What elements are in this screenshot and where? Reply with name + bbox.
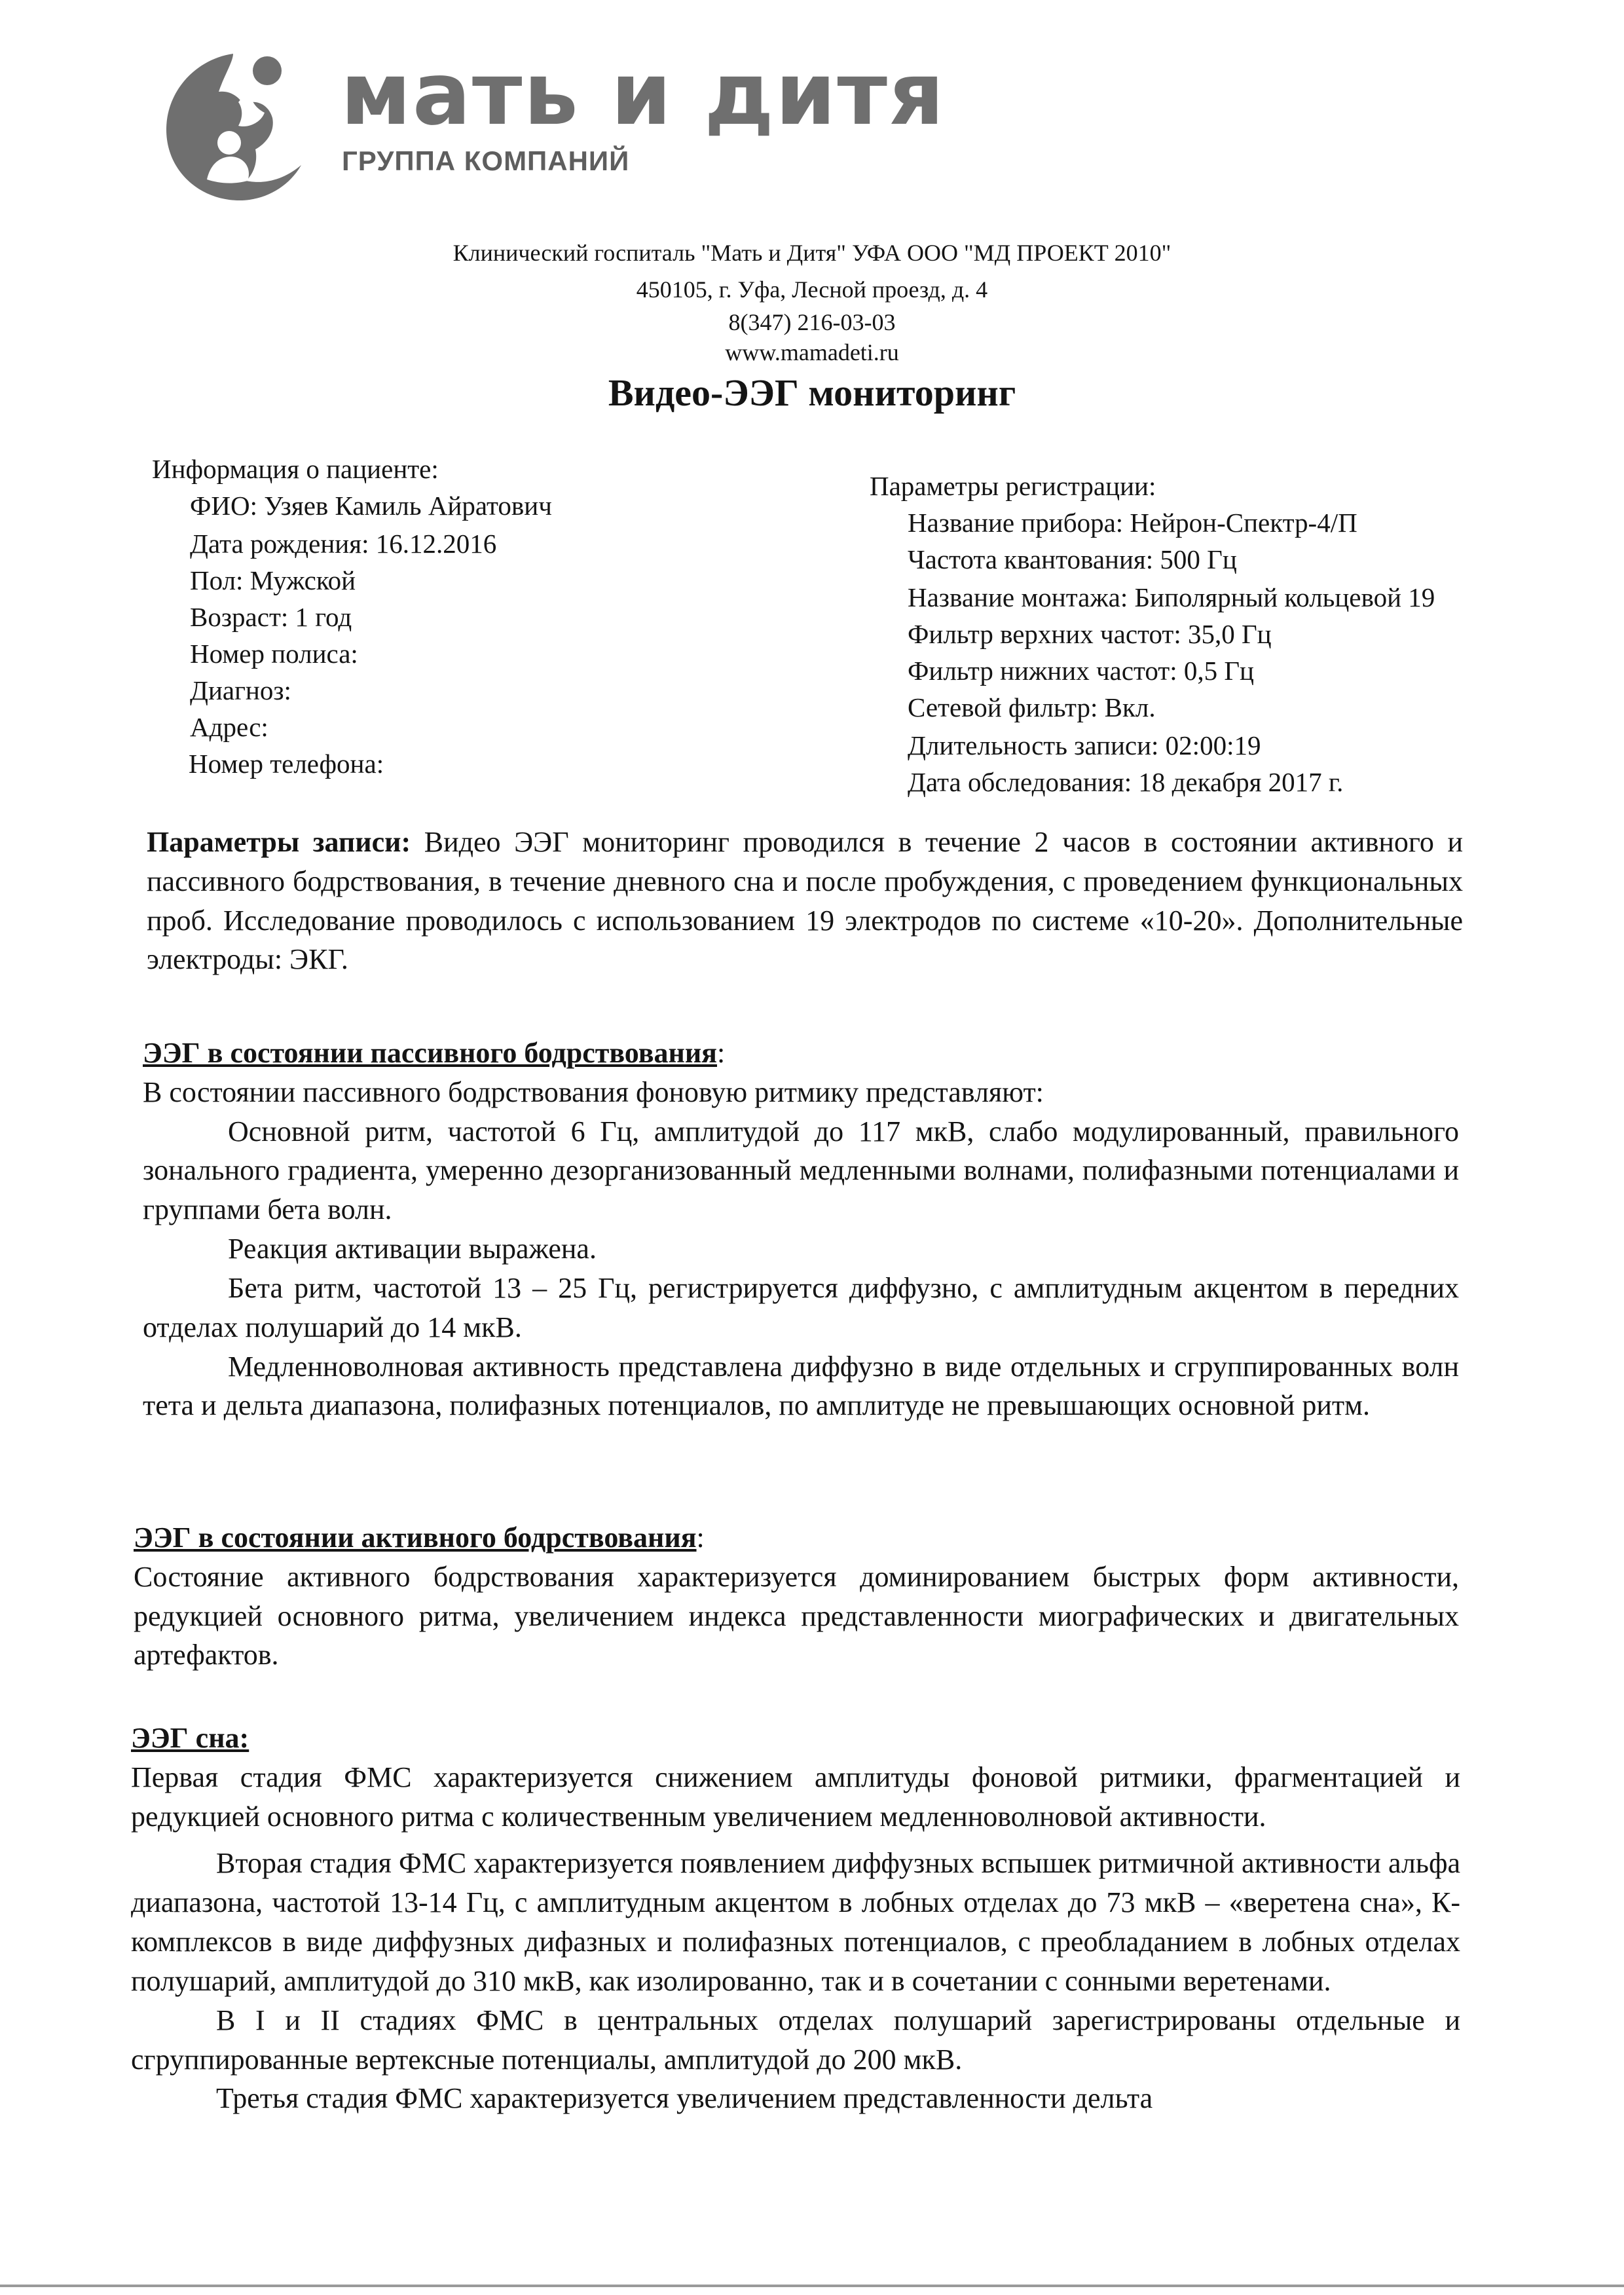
patient-fio: ФИО: Узяев Камиль Айратович xyxy=(190,491,552,521)
registration-device: Название прибора: Нейрон-Спектр-4/П xyxy=(908,508,1357,538)
record-params-text: Видео ЭЭГ мониторинг проводился в течение 2 часов в состоянии активного и пассивного бодрствования, в течение дневного сна и после пробуждения, с проведением функциональных проб. Исследование проводилось с использованием 19 электродов по системе «10-20». Дополнительные электроды: ЭКГ. xyxy=(147,826,1464,976)
brand-subtitle: ГРУППА КОМПАНИЙ xyxy=(342,145,630,176)
mother-and-child-logo-icon xyxy=(156,45,320,208)
passive-heading: ЭЭГ в состоянии пассивного бодрствования xyxy=(143,1037,717,1069)
active-heading: ЭЭГ в состоянии активного бодрствования xyxy=(134,1521,697,1554)
passive-main-rhythm: Основной ритм, частотой 6 Гц, амплитудой до 117 мкВ, слабо модулированный, правильного зонального градиента, умеренно дезорганизованный медленными волнами, полифазными потенциалами и группами бета волн. xyxy=(143,1115,1459,1226)
sleep-heading: ЭЭГ сна: xyxy=(131,1722,249,1754)
record-params-paragraph xyxy=(147,823,1463,979)
registration-notch-filter: Сетевой фильтр: Вкл. xyxy=(908,692,1156,722)
registration-montage: Название монтажа: Биполярный кольцевой 19 xyxy=(908,582,1435,612)
patient-info-heading: Информация о пациенте: xyxy=(152,454,439,484)
patient-sex: Пол: Мужской xyxy=(190,565,356,595)
page-title: Видео-ЭЭГ мониторинг xyxy=(608,371,1016,414)
passive-beta-rhythm: Бета ритм, частотой 13 – 25 Гц, регистрируется диффузно, с амплитудным акцентом в передних отделах полушарий до 14 мкВ. xyxy=(143,1271,1459,1343)
clinic-name: Клинический госпиталь "Мать и Дитя" УФА ООО "МД ПРОЕКТ 2010" xyxy=(452,240,1172,266)
patient-policy: Номер полиса: xyxy=(190,639,358,669)
patient-age: Возраст: 1 год xyxy=(190,602,352,632)
registration-duration: Длительность записи: 02:00:19 xyxy=(908,730,1261,760)
sleep-stage-1: Первая стадия ФМС характеризуется снижением амплитуды фоновой ритмики, фрагментацией и редукцией основного ритма с количественным увеличением медленноволновой активности. xyxy=(131,1761,1460,1833)
passive-section: ЭЭГ в состоянии пассивного бодрствования: В состоянии пассивного бодрствования фоновую ритмику представляют: Основной ритм, частотой 6 Гц, амплитудой до 117 мкВ, слабо модулированный, правильного зонального градиента, умеренно дезорганизованный медленными волнами, полифазными потенциалами и группами бета волн. Реакция активации выражена. Бета ритм, частотой 13 – 25 Гц, регистрируется диффузно, с амплитудным акцентом в передних отделах полушарий до 14 мкВ. Медленноволновая активность представлена диффузно в виде отдельных и сгруппированных волн тета и дельта диапазона, полифазных потенциалов, по амплитуде не превышающих основной ритм. xyxy=(143,1034,1459,1425)
clinic-website: www.mamadeti.ru xyxy=(725,339,899,365)
clinic-address: 450105, г. Уфа, Лесной проезд, д. 4 xyxy=(636,276,988,303)
active-section: ЭЭГ в состоянии активного бодрствования: Состояние активного бодрствования характеризуется доминированием быстрых форм активности, редукцией основного ритма, увеличением индекса представленности миографических и двигательных артефактов. xyxy=(134,1518,1459,1675)
registration-exam-date: Дата обследования: 18 декабря 2017 г. xyxy=(908,767,1344,797)
sleep-stage-3: Третья стадия ФМС характеризуется увеличением представленности дельта xyxy=(216,2082,1153,2115)
clinic-phone: 8(347) 216-03-03 xyxy=(728,309,896,335)
patient-diagnosis: Диагноз: xyxy=(190,675,291,705)
patient-address: Адрес: xyxy=(190,712,268,742)
registration-heading: Параметры регистрации: xyxy=(870,471,1156,501)
record-params-label: Параметры записи: xyxy=(147,826,411,858)
passive-activation: Реакция активации выражена. xyxy=(228,1233,597,1265)
active-text: Состояние активного бодрствования характеризуется доминированием быстрых форм активности, редукцией основного ритма, увеличением индекса представленности миографических и двигательных артефактов. xyxy=(134,1560,1459,1671)
registration-sampling: Частота квантования: 500 Гц xyxy=(908,544,1237,574)
registration-hf-filter: Фильтр верхних частот: 35,0 Гц xyxy=(908,619,1272,649)
sleep-vertex-potentials: В I и II стадиях ФМС в центральных отделах полушарий зарегистрированы отдельные и сгруппированные вертексные потенциалы, амплитудой до 200 мкВ. xyxy=(131,2004,1460,2076)
passive-intro: В состоянии пассивного бодрствования фоновую ритмику представляют: xyxy=(143,1075,1044,1108)
passive-slow-waves: Медленноволновая активность представлена диффузно в виде отдельных и сгруппированных волн тета и дельта диапазона, полифазных потенциалов, по амплитуде не превышающих основной ритм. xyxy=(143,1350,1459,1422)
registration-lf-filter: Фильтр нижних частот: 0,5 Гц xyxy=(908,656,1254,686)
page-bottom-edge xyxy=(0,2285,1624,2287)
patient-phone: Номер телефона: xyxy=(189,749,384,779)
brand-name: мать и дитя xyxy=(341,44,946,145)
sleep-stage-2: Вторая стадия ФМС характеризуется появлением диффузных вспышек ритмичной активности альфа диапазона, частотой 13-14 Гц, с амплитудным акцентом в лобных отделах до 73 мкВ – «веретена сна», К-комплексов в виде диффузных дифазных и полифазных потенциалов, с преобладанием в лобных отделах полушарий, амплитудой до 310 мкВ, как изолированно, так и в сочетании с сонными веретенами. xyxy=(131,1847,1460,1997)
patient-birth-date: Дата рождения: 16.12.2016 xyxy=(190,529,497,559)
sleep-section xyxy=(131,1719,1460,2118)
